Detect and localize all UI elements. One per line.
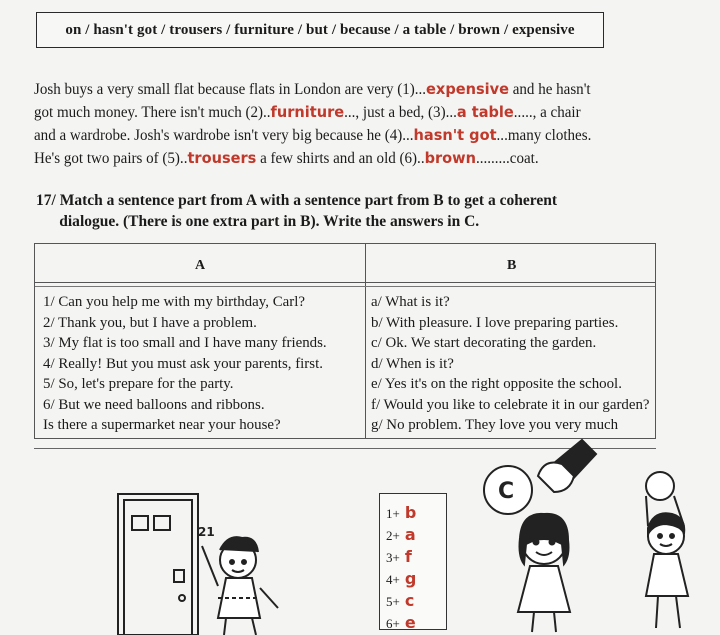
answer-number: 4+ [386,572,400,587]
matching-table [34,243,656,439]
answer-row [380,590,446,612]
column-divider [365,244,366,438]
passage-text: got much money. There isn't much (2).. [34,104,271,121]
sentence-part-b: f/ Would you like to celebrate it in our garden? [371,396,650,413]
answer-letter: c [404,591,415,610]
column-a-header: A [195,258,206,273]
answer-row [380,524,446,546]
answer-letter: f [404,547,412,566]
exercise-17-heading [36,190,676,232]
header-rule-double [35,286,655,287]
answer-number: 2+ [386,528,400,543]
answer-number: 1+ [386,506,400,521]
sentence-part-b: a/ What is it? [371,294,450,310]
column-b [371,292,655,436]
answer-number: 3+ [386,550,400,565]
answer-row [380,612,446,634]
answer-letter: g [404,569,417,588]
word-bank-box [36,12,604,48]
passage-text: and he hasn't [508,81,591,98]
sentence-part-a: 2/ Thank you, but I have a problem. [43,314,257,331]
filled-answer: a table [456,103,514,121]
passage-text: a few shirts and an old (6).. [256,150,425,167]
column-a [43,292,363,436]
filled-answer: brown [424,149,476,167]
exercise-instruction-line-2: dialogue. (There is one extra part in B). Write the answers in C. [59,213,480,230]
sentence-part-b: g/ No problem. They love you very much [371,417,619,433]
answer-number: 5+ [386,594,400,609]
door-boy-illustration [110,488,310,635]
column-b-header: B [507,258,517,273]
girls-illustration [478,436,720,635]
word-bank-text: on / hasn't got / trousers / furniture / but / because / a table / brown / expensive [65,21,575,38]
passage-text: He's got two pairs of (5).. [34,150,188,167]
passage-line [34,147,674,170]
answer-row [380,568,446,590]
sentence-part-a: 3/ My flat is too small and I have many friends. [43,335,327,351]
passage-text: ....., a chair [513,104,581,121]
answer-list [380,494,446,634]
passage-text: ..., just a bed, (3)... [344,104,457,121]
filled-answer: furniture [270,103,345,121]
answer-letter: e [404,613,416,632]
filled-answer: hasn't got [413,126,497,144]
door-number: 21 [198,525,215,539]
passage-line [34,101,674,124]
passage-text: ...many clothes. [496,127,592,144]
sentence-part-b: b/ With pleasure. I love preparing parties. [371,314,619,331]
answer-letter: a [404,525,416,544]
sentence-part-a: 5/ So, let's prepare for the party. [43,376,234,392]
sentence-part-b: d/ When is it? [371,355,454,372]
answer-row [380,546,446,568]
answer-number: 6+ [386,616,400,631]
sentence-part-b: c/ Ok. We start decorating the garden. [371,335,597,351]
exercise-instruction-line-1: 17/ Match a sentence part from A with a sentence part from B to get a coherent [36,192,558,209]
passage-line [34,78,674,101]
filled-answer: expensive [426,80,509,98]
sentence-part-b: e/ Yes it's on the right opposite the school. [371,376,622,392]
ball-icon [646,472,674,500]
passage-text: and a wardrobe. Josh's wardrobe isn't very big because he (4)... [34,127,414,144]
sentence-part-a: 1/ Can you help me with my birthday, Carl? [43,294,305,310]
sentence-part-a: 4/ Really! But you must ask your parents, first. [43,355,323,372]
circle-letter: C [498,479,515,504]
filled-answer: trousers [187,149,257,167]
header-rule [35,282,655,283]
sentence-part-a: 6/ But we need balloons and ribbons. [43,396,265,413]
answer-letter: b [404,503,417,522]
answer-row [380,502,446,524]
passage-text: Josh buys a very small flat because flats in London are very (1)... [34,81,427,98]
sentence-part-a: Is there a supermarket near your house? [43,417,281,433]
passage-text: .........coat. [475,150,539,167]
reading-passage [34,78,694,170]
passage-line [34,124,674,147]
answer-box [379,493,447,630]
